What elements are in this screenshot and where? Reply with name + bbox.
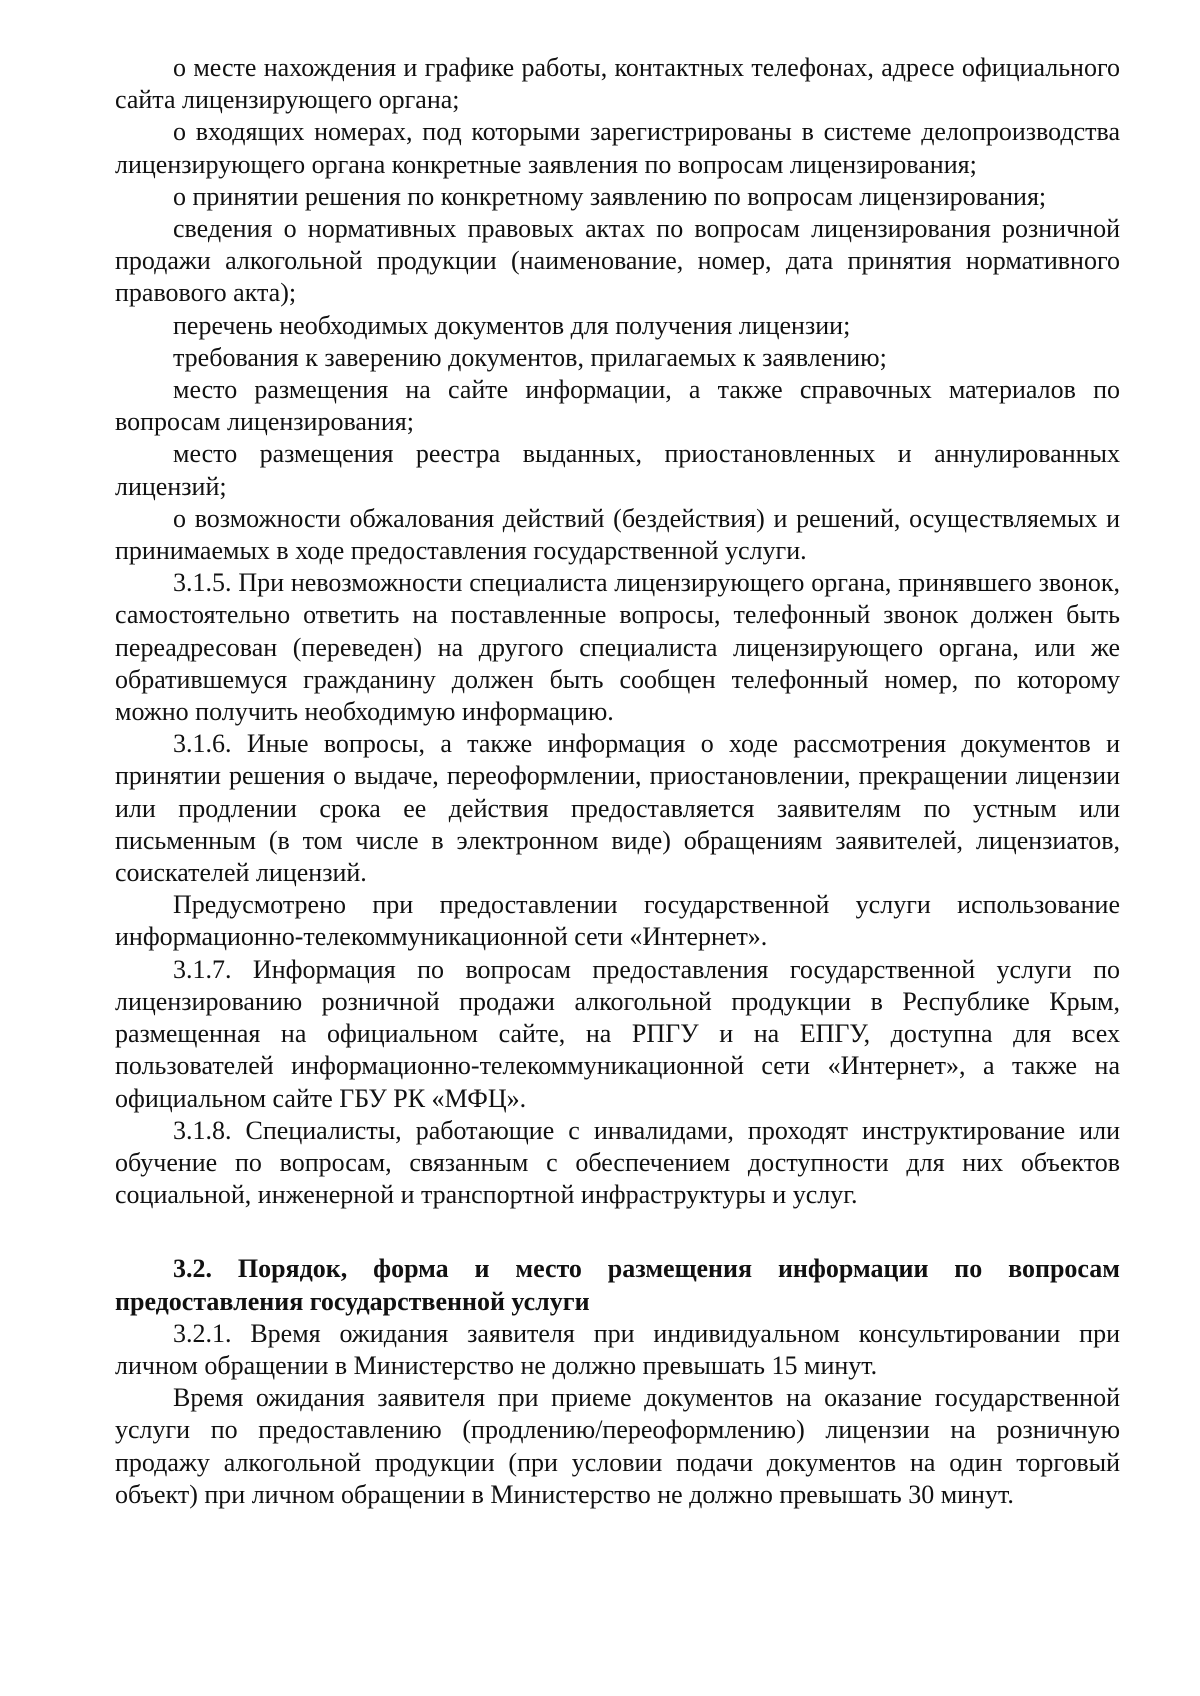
paragraph-normative-acts: сведения о нормативных правовых актах по вопросам лицензирования розничной продажи алкогольной продукции (наименование, номер, дата принятия нормативного правового акта);	[115, 214, 1120, 308]
paragraph-location-schedule: о месте нахождения и графике работы, контактных телефонах, адресе официального сайта лицензирующего органа;	[115, 53, 1120, 115]
paragraph-appeal: о возможности обжалования действий (бездействия) и решений, осуществляемых и принимаемых в ходе предоставления государственной услуги.	[115, 503, 1120, 566]
paragraph-3-1-6: 3.1.6. Иные вопросы, а также информация о ходе рассмотрения документов и принятии решения о выдаче, переоформлении, приостановлении, прекращении лицензии или продлении срока ее действия предоставляется заявителям по устным или письменным (в том числе в электронном виде) обращениям заявителей, лицензиатов, соискателей лицензий.	[115, 729, 1120, 888]
section-heading-3-2: 3.2. Порядок, форма и место размещения информации по вопросам предоставления государственной услуги	[115, 1254, 1120, 1316]
paragraph-3-1-8: 3.1.8. Специалисты, работающие с инвалидами, проходят инструктирование или обучение по вопросам, связанным с обеспечением доступности для них объектов социальной, инженерной и транспортной инфраструктуры и услуг.	[115, 1115, 1120, 1210]
paragraph-incoming-numbers: о входящих номерах, под которыми зарегистрированы в системе делопроизводства лицензирующего органа конкретные заявления по вопросам лицензирования;	[115, 117, 1120, 179]
paragraph-site-info-location: место размещения на сайте информации, а также справочных материалов по вопросам лицензирования;	[115, 375, 1120, 437]
paragraph-waiting-time: Время ожидания заявителя при приеме документов на оказание государственной услуги по предоставлению (продлению/переоформлению) лицензии на розничную продажу алкогольной продукции (при условии подачи документов на один торговый объект) при личном обращении в Министерство не должно превышать 30 минут.	[115, 1383, 1120, 1509]
paragraph-certification-requirements: требования к заверению документов, прилагаемых к заявлению;	[173, 342, 887, 372]
paragraph-documents-list: перечень необходимых документов для получения лицензии;	[173, 310, 851, 340]
paragraph-registry-location: место размещения реестра выданных, приостановленных и аннулированных лицензий;	[115, 439, 1120, 501]
paragraph-decision: о принятии решения по конкретному заявлению по вопросам лицензирования;	[173, 181, 1047, 211]
paragraph-internet-use: Предусмотрено при предоставлении государственной услуги использование информационно-телекоммуникационной сети «Интернет».	[115, 890, 1120, 952]
paragraph-3-1-5: 3.1.5. При невозможности специалиста лицензирующего органа, принявшего звонок, самостоятельно ответить на поставленные вопросы, телефонный звонок должен быть переадресован (переведен) на другого специалиста лицензирующего органа, или же обратившемуся гражданину должен быть сообщен телефонный номер, по которому можно получить необходимую информацию.	[115, 568, 1120, 727]
paragraph-3-1-7: 3.1.7. Информация по вопросам предоставления государственной услуги по лицензированию розничной продажи алкогольной продукции в Республике Крым, размещенная на официальном сайте, на РПГУ и на ЕПГУ, доступна для всех пользователей информационно-телекоммуникационной сети «Интернет», а также на официальном сайте ГБУ РК «МФЦ».	[115, 954, 1120, 1113]
paragraph-3-2-1: 3.2.1. Время ожидания заявителя при индивидуальном консультировании при личном обращении в Министерство не должно превышать 15 минут.	[115, 1318, 1120, 1380]
document-page	[115, 52, 1120, 1511]
